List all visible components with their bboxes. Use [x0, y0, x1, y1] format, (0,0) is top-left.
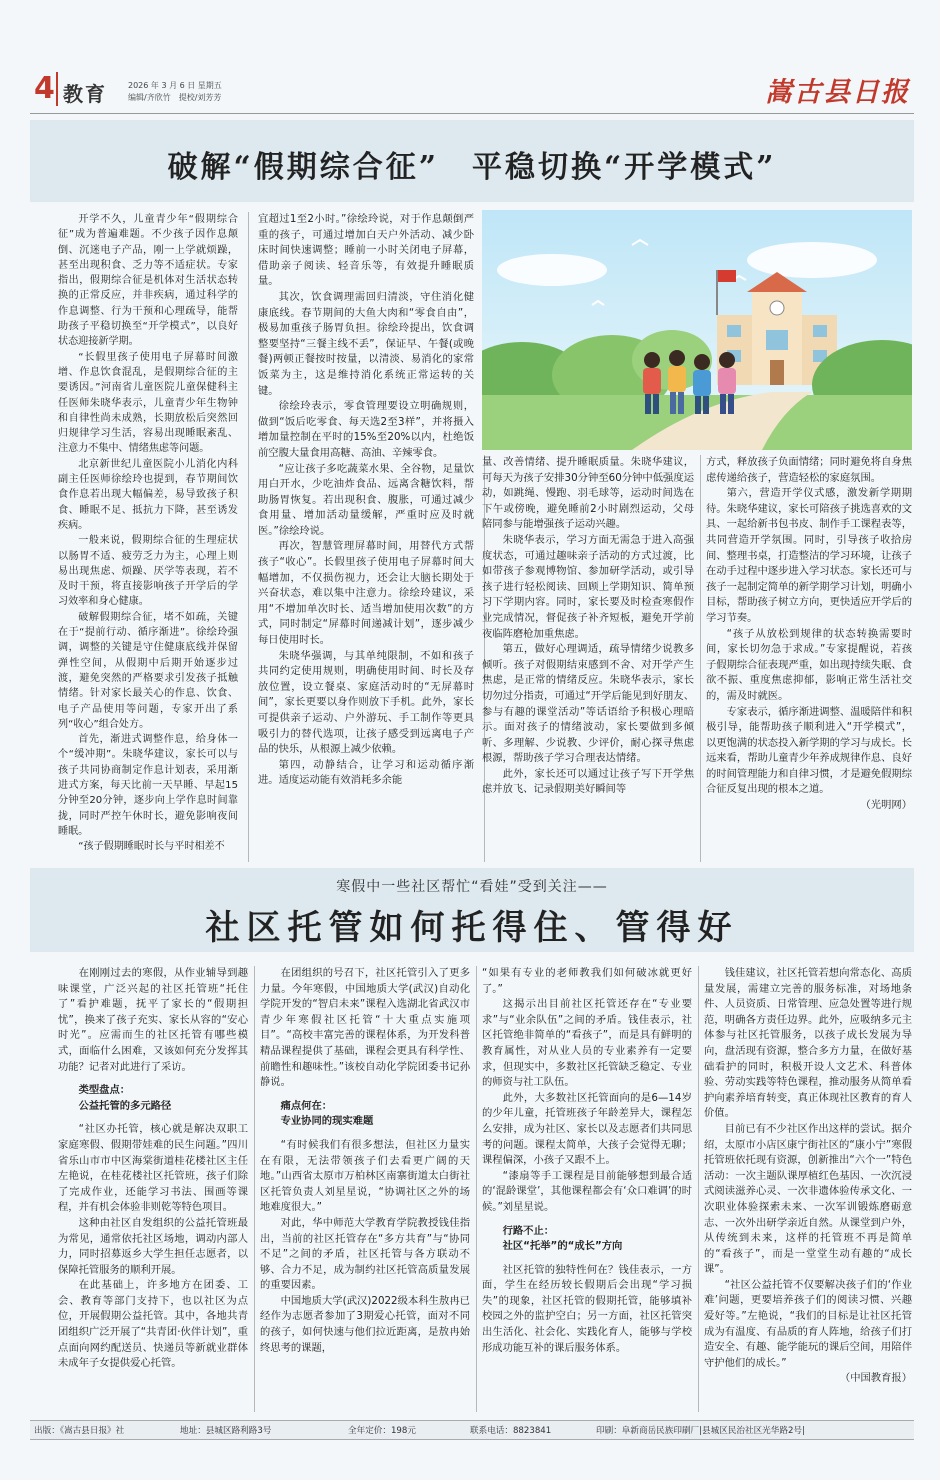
paragraph: 开学不久，儿童青少年“假期综合征”成为普遍难题。不少孩子因作息颠倒、沉迷电子产品，刚一上学就烦躁，甚至出现积食、乏力等不适症状。专家指出，假期综合征是机体对生活状态转换的正常反应，并非疾病，通过科学的作息调整、行为干预和心理疏导，能帮助孩子平稳切换至“开学模式”，以良好状态迎接新学期。 — [58, 214, 238, 348]
article2-column-3 — [482, 966, 692, 1412]
footer-printer: 印刷：阜新商岳民族印刷厂|县城区民治社区光华路2号| — [596, 1426, 805, 1436]
article2-source: （中国教育报） — [839, 1372, 912, 1385]
paragraph: 一般来说，假期综合征的生理症状以肠胃不适、疲劳乏力为主，心理上则易出现焦虑、烦躁、厌学等表现，若不及时干预，将直接影响孩子开学后的学习效率和身心健康。 — [58, 535, 238, 608]
paragraph: “有时候我们有很多想法，但社区力量实在有限，无法带领孩子们去看更广阔的天地。”山西省太原市万柏林区南寨街道太白街社区托管负责人刘星星说，“协调社区之外的场地难度很大。” — [260, 1138, 470, 1214]
school-illustration — [482, 210, 912, 450]
editors: 编辑/齐欣竹 提校/刘芳芳 — [128, 93, 222, 102]
paragraph: 此外，大多数社区托管面向的是6—14岁的少年儿童，托管班孩子年龄差异大，课程怎么安排，成为社区、家长以及志愿者们共同思考的问题。课程太简单，大孩子会觉得无聊；课程偏深，小孩子又跟不上。 — [482, 1091, 692, 1167]
page-number: 4 — [34, 71, 55, 106]
paragraph: “孩子假期睡眠时长与平时相差不 — [78, 841, 225, 853]
newspaper-logo: 嵩古县日报 — [765, 77, 910, 108]
subhead: 专业协同的现实难题 — [280, 1115, 374, 1128]
paragraph: “如果有专业的老师教我们如何破冰就更好了。” — [482, 967, 692, 995]
article2-title-band — [30, 868, 914, 952]
paragraph: 破解假期综合征，堵不如疏，关键在于“提前行动、循序渐进”。徐绘玲强调，调整的关键是守住健康底线并保留弹性空间，从假期中后期开始逐步过渡，避免突然的严格要求引发孩子抵触情绪。针对家长最关心的作息、饮食、电子产品使用等问题，专家开出了系列“收心”组合处方。 — [58, 611, 238, 730]
article2-kicker: 寒假中一些社区帮忙“看娃”受到关注—— — [336, 879, 608, 895]
paragraph: “社区公益托管不仅要解决孩子们的‘作业难’问题，更要培养孩子们的阅读习惯、兴趣爱好等。”左艳说，“我们的目标是让社区托管成为有温度、有品质的育人阵地，给孩子们打造安全、有趣、能学能玩的课后空间，用陪伴守护他们的成长。” — [704, 1278, 912, 1369]
paragraph: 这种由社区自发组织的公益托管班最为常见，通常依托社区场地，调动内部人力，同时招募返乡大学生担任志愿者，以保障托管服务的顺利开展。 — [58, 1216, 248, 1276]
column-rule — [698, 966, 699, 1412]
subhead: 类型盘点： — [78, 1084, 131, 1097]
subhead: 行路不止： — [502, 1224, 555, 1237]
subhead: 痛点何在： — [280, 1099, 333, 1112]
article2-column-2 — [260, 966, 470, 1412]
issue-date: 2026 年 3 月 6 日 星期五 — [128, 81, 222, 90]
paragraph: “应让孩子多吃蔬菜水果、全谷物，足量饮用白开水，少吃油炸食品、远离含糖饮料，帮助肠胃恢复。若出现积食、腹胀，可通过减少食用量、增加活动量缓解，严重时应及时就医。”徐绘玲说。 — [258, 462, 474, 537]
article2-column-1 — [58, 966, 248, 1412]
header-divider — [56, 72, 58, 106]
paragraph: 方式，释放孩子负面情绪；同时避免将自身焦虑传递给孩子，营造轻松的家庭氛围。 — [706, 456, 912, 484]
section-name: 教育 — [63, 82, 107, 106]
paragraph: “长假里孩子使用电子屏幕时间激增、作息饮食混乱，是假期综合征的主要诱因。”河南省儿童医院儿童保健科主任医师朱晓华表示，儿童青少年生物钟和自律性尚未成熟，长期放松后突然回归规律学习生活，容易出现睡眠紊乱、注意力不集中、情绪焦虑等问题。 — [58, 351, 238, 455]
article1-title: 破解“假期综合征” 平稳切换“开学模式” — [167, 150, 777, 185]
paragraph: 首先，渐进式调整作息，给身体一个“缓冲期”。朱晓华建议，家长可以与孩子共同协商制定作息计划表，采用渐进式方案，每天比前一天早睡、早起15分钟至20分钟，逐步向上学作息时间靠拢，同时严控午休时长，避免影响夜间睡眠。 — [58, 734, 238, 837]
subhead: 社区“托举”的“成长”方向 — [502, 1240, 623, 1253]
article1-title-band — [30, 120, 914, 202]
footer-address: 地址：县城区路利路3号 — [180, 1426, 272, 1436]
article2-column-4 — [704, 966, 912, 1412]
footer-price: 全年定价：198元 — [348, 1426, 416, 1436]
column-rule — [248, 212, 249, 862]
paragraph: 再次，智慧管理屏幕时间，用替代方式帮孩子“收心”。长假里孩子使用电子屏幕时间大幅增加，不仅损伤视力，还会让大脑长期处于兴奋状态，难以集中注意力。徐绘玲建议，采用“不增加单次时长、适当增加使用次数”的方式，同时制定“屏幕时间递减计划”，逐步减少每日使用时长。 — [258, 540, 474, 647]
paragraph: 朱晓华表示，学习方面无需急于进入高强度状态，可通过趣味亲子活动的方式过渡，比如带孩子参观博物馆、参加研学活动，或引导孩子进行轻松阅读、回顾上学期知识、简单预习下学期内容。同时，家长要及时检查寒假作业完成情况，督促孩子补齐短板，避免开学前夜临阵磨枪加重焦虑。 — [482, 533, 694, 640]
paragraph: 在此基础上，许多地方在团委、工会、教育等部门支持下，也以社区为点位，开展假期公益托管。其中，各地共青团组织广泛开展了“共青团·伙伴计划”，重点面向网约配送员、快递员等新就业群体未成年子女提供爱心托管。 — [58, 1279, 248, 1370]
paragraph: 专家表示，循序渐进调整、温暖陪伴和积极引导，能帮助孩子顺利进入“开学模式”，以更饱满的状态投入新学期的学习与成长。长远来看，帮助儿童青少年养成规律作息、良好的时间管理能力和自律习惯，才是避免假期综合征反复出现的根本之道。 — [706, 705, 912, 796]
page-header — [30, 66, 914, 114]
school-illustration-graphic — [482, 210, 912, 450]
footer-publisher: 出版：《嵩古县日报》社 — [34, 1426, 125, 1436]
paragraph: 社区托管的独特性何在？钱佳表示，一方面，学生在经历较长假期后会出现“学习损失”的现象，社区托管的假期托管，能够填补校园之外的监护空白；另一方面，社区托管突出生活化、社会化、实践化育人，能够与学校形成功能互补的课后服务体系。 — [482, 1263, 692, 1354]
paragraph: 在团组织的号召下，社区托管引入了更多力量。今年寒假，中国地质大学(武汉)自动化学院开发的“智启未来”课程入选湖北省武汉市青少年寒假社区托管“十大重点实施项目”。“高校丰富完善的课程体系，为开发科普精品课程提供了基础，课程会更具有科学性、前瞻性和趣味性。”该校自动化学院团委书记孙静说。 — [260, 967, 470, 1089]
column-rule — [700, 455, 701, 862]
paragraph: 朱晓华强调，与其单纯限制，不如和孩子共同约定使用规则，明确使用时间、时长及存放位置，设立餐桌、家庭活动时的“无屏幕时间”，家长更要以身作则放下手机。此外，家长可提供亲子运动、户外游玩、手工制作等更具吸引力的替代选项，让孩子感受到远离电子产品的快乐，从根源上减少依赖。 — [258, 649, 474, 756]
footer-phone: 联系电话：8823841 — [470, 1426, 552, 1436]
paragraph: 宜超过1至2小时。”徐绘玲说，对于作息颠倒严重的孩子，可通过增加白天户外活动、减少卧床时间快速调整；睡前一小时关闭电子屏幕，借助亲子阅读、轻音乐等，有效提升睡眠质量。 — [258, 213, 474, 288]
paragraph: “漆扇等手工课程是目前能够想到最合适的‘混龄课堂’，其他课程都会有‘众口难调’的时候。”刘星星说。 — [482, 1169, 692, 1213]
paragraph: 量、改善情绪、提升睡眠质量。朱晓华建议，可每天为孩子安排30分钟至60分钟中低强度运动，如跳绳、慢跑、羽毛球等，运动时间选在下午或傍晚，避免睡前2小时剧烈运动，父母陪同参与能增强孩子运动兴趣。 — [482, 456, 694, 531]
article1-source: （光明网） — [860, 799, 912, 812]
article1-column-3 — [482, 455, 694, 862]
paragraph: 第六，营造开学仪式感，激发新学期期待。朱晓华建议，家长可陪孩子挑选喜欢的文具、一起给新书包书皮、制作手工课程表等，共同营造开学氛围。同时，引导孩子收拾房间、整理书桌，打造整洁的学习环境，让孩子在动手过程中逐步进入学习状态。家长还可与孩子一起制定简单的新学期学习计划，明确小目标，帮助孩子树立方向，更快适应开学后的学习节奏。 — [706, 487, 912, 624]
paragraph: 钱佳建议，社区托管若想向常态化、高质量发展，需建立完善的服务标准，对场地条件、人员资质、日常管理、应急处置等进行规范，明确各方责任边界。此外，应吸纳多元主体参与社区托管服务，以孩子成长发展为导向，盘活现有资源，整合多方力量，在做好基础看护的同时，积极开设人文艺术、科普体验、劳动实践等特色课程，推动服务从简单看护向素养培育转变，真正体现社区教育的育人价值。 — [704, 967, 912, 1120]
paragraph: 对此，华中师范大学教育学院教授钱佳指出，当前的社区托管存在“多方共育”与“协同不足”之间的矛盾，社区托管与各方联动不够、合力不足，成为制约社区托管高质量发展的重要因素。 — [260, 1216, 470, 1292]
subhead: 公益托管的多元路径 — [78, 1099, 172, 1112]
article1-column-1 — [58, 212, 238, 862]
issue-meta — [128, 80, 222, 104]
paragraph: 在刚刚过去的寒假，从作业辅导到趣味课堂，广泛兴起的社区托管班“托住了”看护难题，抚平了家长的“假期担忧”，换来了孩子充实、家长从容的“安心时光”。应需而生的社区托管有哪些模式，面临什么困难，又该如何充分发挥其功能？记者对此进行了采访。 — [58, 967, 248, 1073]
article1-column-4 — [706, 455, 912, 862]
article2-title: 社区托管如何托得住、管得好 — [205, 908, 739, 948]
page-footer — [30, 1420, 914, 1440]
column-rule — [254, 966, 255, 1412]
paragraph: 徐绘玲表示，零食管理要设立明确规则，做到“饭后吃零食、每天选2至3样”，并将摄入增加量控制在平时的15%至20%以内，杜绝饭前空腹大量食用高糖、高油、辛辣零食。 — [258, 400, 474, 459]
column-rule — [476, 966, 477, 1412]
article1-column-2 — [258, 212, 474, 862]
paragraph: 第四，动静结合，让学习和运动循序渐进。适度运动能有效消耗多余能 — [258, 758, 474, 787]
paragraph: 第五，做好心理调适，疏导情绪少说教多倾听。孩子对假期结束感到不舍、对开学产生焦虑，是正常的情绪反应。朱晓华表示，家长切勿过分指责，可通过“开学后能见到好朋友、参与有趣的课堂活动”等话语给予积极心理暗示。面对孩子的情绪波动，家长要做到多倾听、多理解、少说教、少评价，耐心探寻焦虑根源，帮助孩子学习合理表达情绪。 — [482, 643, 694, 765]
paragraph: 中国地质大学(武汉)2022级本科生敖冉已经作为志愿者参加了3期爱心托管，面对不同的孩子，如何快速与他们拉近距离，是敖冉始终思考的课题， — [260, 1294, 470, 1354]
paragraph: 此外，家长还可以通过让孩子写下开学焦虑并放飞、记录假期美好瞬间等 — [482, 767, 694, 796]
paragraph: 其次，饮食调理需回归清淡，守住消化健康底线。春节期间的大鱼大肉和“零食自由”，极易加重孩子肠胃负担。徐绘玲提出，饮食调整要坚持“三餐主线不丢”，保证早、午餐(或晚餐)两顿正餐按时按量，以清淡、易消化的家常饭菜为主，这是维持消化系统正常运转的关键。 — [258, 290, 474, 397]
paragraph: 北京新世纪儿童医院小儿消化内科副主任医师徐绘玲也提到，春节期间饮食作息若出现大幅偏差，易导致孩子积食、睡眠不足、抵抗力下降，甚至诱发疾病。 — [58, 458, 238, 531]
paragraph: 这揭示出目前社区托管还存在“专业要求”与“业余队伍”之间的矛盾。钱佳表示，社区托管绝非简单的“看孩子”，而是具有鲜明的教育属性，对从业人员的专业素养有一定要求，但现实中，多数社区托管缺乏稳定、专业的师资与社工队伍。 — [482, 998, 692, 1089]
paragraph: 目前已有不少社区作出这样的尝试。据介绍，太原市小店区康宁街社区的“康小宁”寒假托管班依托现有资源，创新推出“六个一”特色活动：一次主题队课厚植红色基因、一次沉浸式阅读滋养心灵、一次非遗体验传承文化、一次职业体验探索未来、一次军训锻炼磨砺意志、一次外出研学亲近自然。从课堂到户外，从传统到未来，这样的托管班不再是简单的“看孩子”，而是一堂堂生动有趣的“成长课”。 — [704, 1122, 912, 1276]
paragraph: “孩子从放松到规律的状态转换需要时间，家长切勿急于求成。”专家提醒说，若孩子假期综合征表现严重，如出现持续失眠、食欲不振、重度焦虑抑郁，影响正常生活社交的，需及时就医。 — [706, 627, 912, 702]
paragraph: “社区办托管，核心就是解决双职工家庭寒假、假期带娃难的民生问题。”四川省乐山市市中区海棠街道桂花楼社区主任左艳说，在桂花楼社区托管班，孩子们除了完成作业，还能学习书法、围画等课程，并有机会体验非则乾等特色项目。 — [58, 1123, 248, 1214]
